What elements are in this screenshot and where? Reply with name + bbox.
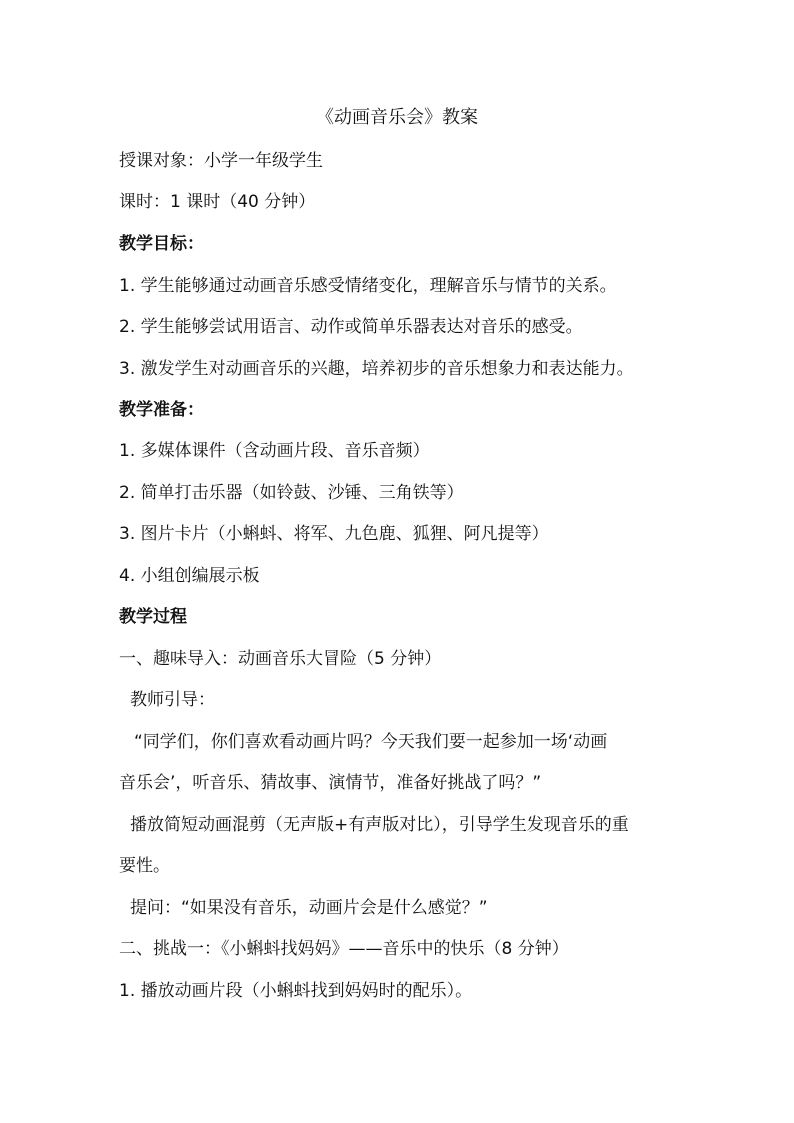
page-title: 《动画音乐会》教案 bbox=[316, 107, 478, 128]
duration-line: 课时：1 课时（40 分钟） bbox=[119, 192, 316, 212]
teacher-lead: 教师引导： bbox=[130, 690, 215, 710]
teacher-quote-line-2: 音乐会’，听音乐、猜故事、演情节，准备好挑战了吗？” bbox=[119, 773, 542, 793]
objective-item-1: 1. 学生能够通过动画音乐感受情绪变化，理解音乐与情节的关系。 bbox=[119, 276, 617, 296]
objectives-heading: 教学目标： bbox=[119, 234, 204, 254]
preparation-item-1: 1. 多媒体课件（含动画片段、音乐音频） bbox=[119, 441, 430, 461]
preparation-item-4: 4. 小组创编展示板 bbox=[119, 566, 260, 586]
objective-item-3: 3. 激发学生对动画音乐的兴趣，培养初步的音乐想象力和表达能力。 bbox=[119, 359, 634, 379]
preparation-item-3: 3. 图片卡片（小蝌蚪、将军、九色鹿、狐狸、阿凡提等） bbox=[119, 524, 549, 544]
play-line-2: 要性。 bbox=[119, 856, 170, 876]
objective-item-2: 2. 学生能够尝试用语言、动作或简单乐器表达对音乐的感受。 bbox=[119, 317, 583, 337]
process-heading: 教学过程 bbox=[119, 607, 187, 627]
preparation-heading: 教学准备： bbox=[119, 400, 204, 420]
audience-line: 授课对象：小学一年级学生 bbox=[119, 151, 323, 171]
section2-item-1: 1. 播放动画片段（小蝌蚪找到妈妈时的配乐）。 bbox=[119, 981, 473, 1001]
play-line-1: 播放简短动画混剪（无声版+有声版对比），引导学生发现音乐的重 bbox=[130, 815, 629, 835]
section1-heading: 一、趣味导入：动画音乐大冒险（5 分钟） bbox=[119, 649, 442, 669]
section2-heading: 二、挑战一：《小蝌蚪找妈妈》——音乐中的快乐（8 分钟） bbox=[119, 939, 569, 959]
preparation-item-2: 2. 简单打击乐器（如铃鼓、沙锤、三角铁等） bbox=[119, 483, 464, 503]
teacher-quote-line-1: “同学们，你们喜欢看动画片吗？今天我们要一起参加一场‘动画 bbox=[134, 732, 608, 752]
question-line: 提问：“如果没有音乐，动画片会是什么感觉？” bbox=[130, 898, 488, 918]
